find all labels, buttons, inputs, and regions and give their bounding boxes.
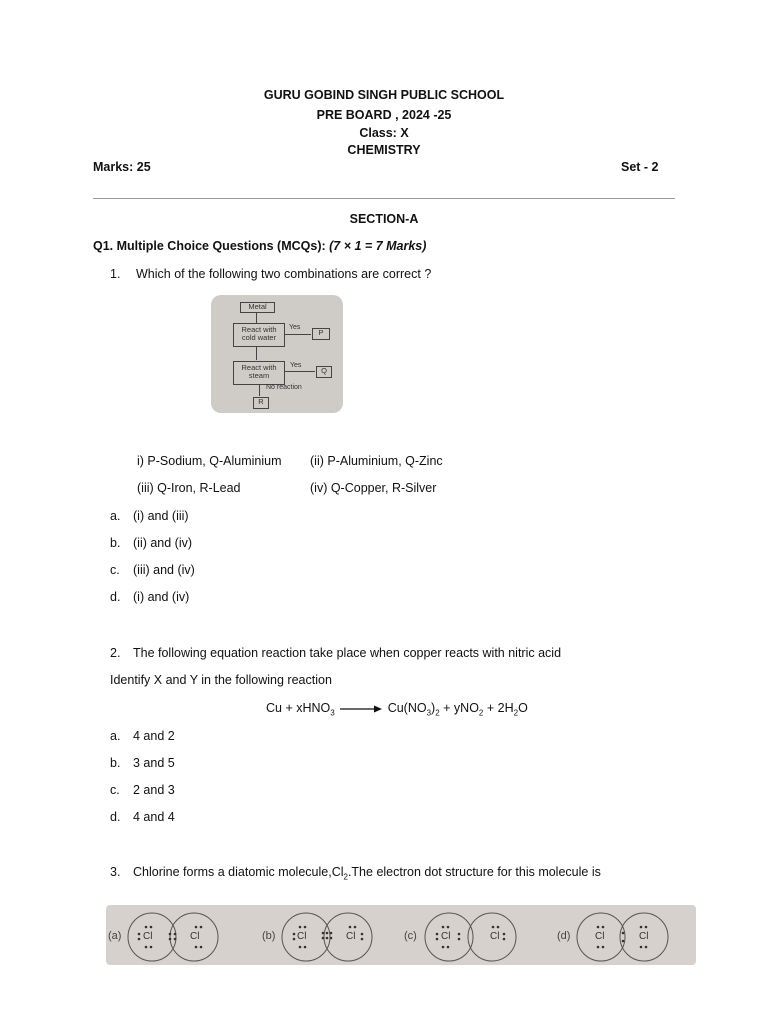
- q1-combo-iv: (iv) Q-Copper, R-Silver: [310, 481, 437, 495]
- equation-rhs-e: O: [518, 701, 528, 715]
- flowchart-arrow: [284, 334, 311, 335]
- equation-lhs: Cu + xHNO: [266, 701, 331, 715]
- q3-text-a: Chlorine forms a diatomic molecule,Cl: [133, 865, 344, 879]
- q1-option-a[interactable]: (i) and (iii): [133, 509, 189, 523]
- q1-heading: [93, 239, 426, 253]
- set-label: Set - 2: [621, 160, 659, 174]
- electron-dot-options-image: [106, 905, 696, 965]
- flowchart-cold-line1: React with: [241, 325, 277, 334]
- dot-option-c-atom1: Cl: [441, 931, 451, 942]
- flowchart-metal-box: Metal: [240, 302, 275, 313]
- class-label: Class: X: [359, 126, 409, 140]
- q1-option-a-letter: a.: [110, 509, 121, 523]
- header-divider: [93, 198, 675, 199]
- flowchart-p-box: P: [312, 328, 330, 340]
- equation-rhs-a: Cu(NO: [387, 701, 427, 715]
- flowchart-cold-water-box: [233, 323, 285, 347]
- flowchart-arrow: [284, 371, 315, 372]
- dot-option-c-atom2: Cl: [490, 931, 500, 942]
- q2-option-c-letter: c.: [110, 783, 120, 797]
- q1-option-b-letter: b.: [110, 536, 121, 550]
- q3-text-sub: 2: [343, 872, 348, 882]
- q2-option-d-letter: d.: [110, 810, 121, 824]
- dot-option-b-atom2: Cl: [346, 931, 356, 942]
- dot-option-a-circles: [128, 913, 218, 961]
- q1-number: 1.: [110, 267, 121, 281]
- q2-option-a-letter: a.: [110, 729, 121, 743]
- q2-option-b-letter: b.: [110, 756, 121, 770]
- dot-option-d-circles: [577, 913, 668, 961]
- q1-combo-i: i) P-Sodium, Q-Aluminium: [137, 454, 282, 468]
- equation-rhs-a-sub: 3: [426, 708, 432, 718]
- dot-option-d-label: (d): [557, 930, 571, 942]
- q2-option-d[interactable]: 4 and 4: [133, 810, 175, 824]
- q2-option-c[interactable]: 2 and 3: [133, 783, 175, 797]
- flowchart-steam-box: [233, 361, 285, 385]
- equation-rhs-c-sub: 2: [478, 708, 484, 718]
- dot-option-a-label: (a): [108, 930, 122, 942]
- q2-subtext: Identify X and Y in the following reaction: [110, 673, 332, 687]
- flowchart-yes1: Yes: [289, 324, 301, 331]
- dot-option-c-circles: [425, 913, 516, 961]
- equation-lhs-sub: 3: [330, 708, 335, 718]
- section-title: SECTION-A: [349, 212, 419, 226]
- q3-text: [133, 865, 601, 882]
- q1-heading-marks: (7 × 1 = 7 Marks): [329, 239, 427, 253]
- marks-label: Marks: 25: [93, 160, 151, 174]
- q1-text: Which of the following two combinations are correct ?: [136, 267, 432, 281]
- q2-text: The following equation reaction take place when copper reacts with nitric acid: [133, 646, 562, 660]
- q1-option-b[interactable]: (ii) and (iv): [133, 536, 193, 550]
- flowchart-arrow: [259, 384, 260, 396]
- school-name: GURU GOBIND SINGH PUBLIC SCHOOL: [263, 88, 505, 102]
- q2-number: 2.: [110, 646, 121, 660]
- q1-combo-iii: (iii) Q-Iron, R-Lead: [137, 481, 241, 495]
- dot-option-b-atom1: Cl: [297, 931, 307, 942]
- q1-heading-bold: Q1. Multiple Choice Questions (MCQs):: [93, 239, 326, 253]
- exam-title: PRE BOARD , 2024 -25: [316, 108, 452, 122]
- q1-option-d[interactable]: (i) and (iv): [133, 590, 190, 604]
- dot-option-a-atom1: Cl: [143, 931, 153, 942]
- flowchart-q-box: Q: [316, 366, 332, 378]
- flowchart-no-reaction: No reaction: [266, 384, 302, 391]
- flowchart-steam-line1: React with: [241, 363, 277, 372]
- q3-text-b: .The electron dot structure for this molecule is: [347, 865, 601, 879]
- subject-label: CHEMISTRY: [347, 143, 421, 157]
- dot-option-c-label: (c): [404, 930, 417, 942]
- dot-option-d-atom2: Cl: [639, 931, 649, 942]
- flowchart-cold-line2: cold water: [241, 333, 277, 342]
- flowchart-arrow: [256, 312, 257, 323]
- q3-number: 3.: [110, 865, 121, 879]
- q1-option-c[interactable]: (iii) and (iv): [133, 563, 195, 577]
- flowchart-arrow: [256, 346, 257, 360]
- q1-combo-ii: (ii) P-Aluminium, Q-Zinc: [310, 454, 443, 468]
- equation-rhs-b: ): [431, 701, 436, 715]
- equation-rhs-c: + yNO: [439, 701, 479, 715]
- dot-option-b-label: (b): [262, 930, 276, 942]
- equation-rhs-d-sub: 2: [513, 708, 519, 718]
- dot-option-d-atom1: Cl: [595, 931, 605, 942]
- equation-rhs-d: + 2H: [483, 701, 514, 715]
- dot-option-a-atom2: Cl: [190, 931, 200, 942]
- q2-option-a[interactable]: 4 and 2: [133, 729, 175, 743]
- flowchart-steam-line2: steam: [248, 371, 270, 380]
- flowchart-yes2: Yes: [290, 362, 302, 369]
- q1-option-d-letter: d.: [110, 590, 121, 604]
- equation-rhs-b-sub: 2: [435, 708, 440, 718]
- q2-equation: [266, 701, 528, 718]
- flowchart-r-box: R: [253, 397, 269, 409]
- reaction-arrow-icon: [340, 704, 382, 714]
- q1-option-c-letter: c.: [110, 563, 120, 577]
- electron-dots: [138, 926, 648, 949]
- q2-option-b[interactable]: 3 and 5: [133, 756, 175, 770]
- metal-reactivity-flowchart: [211, 295, 343, 413]
